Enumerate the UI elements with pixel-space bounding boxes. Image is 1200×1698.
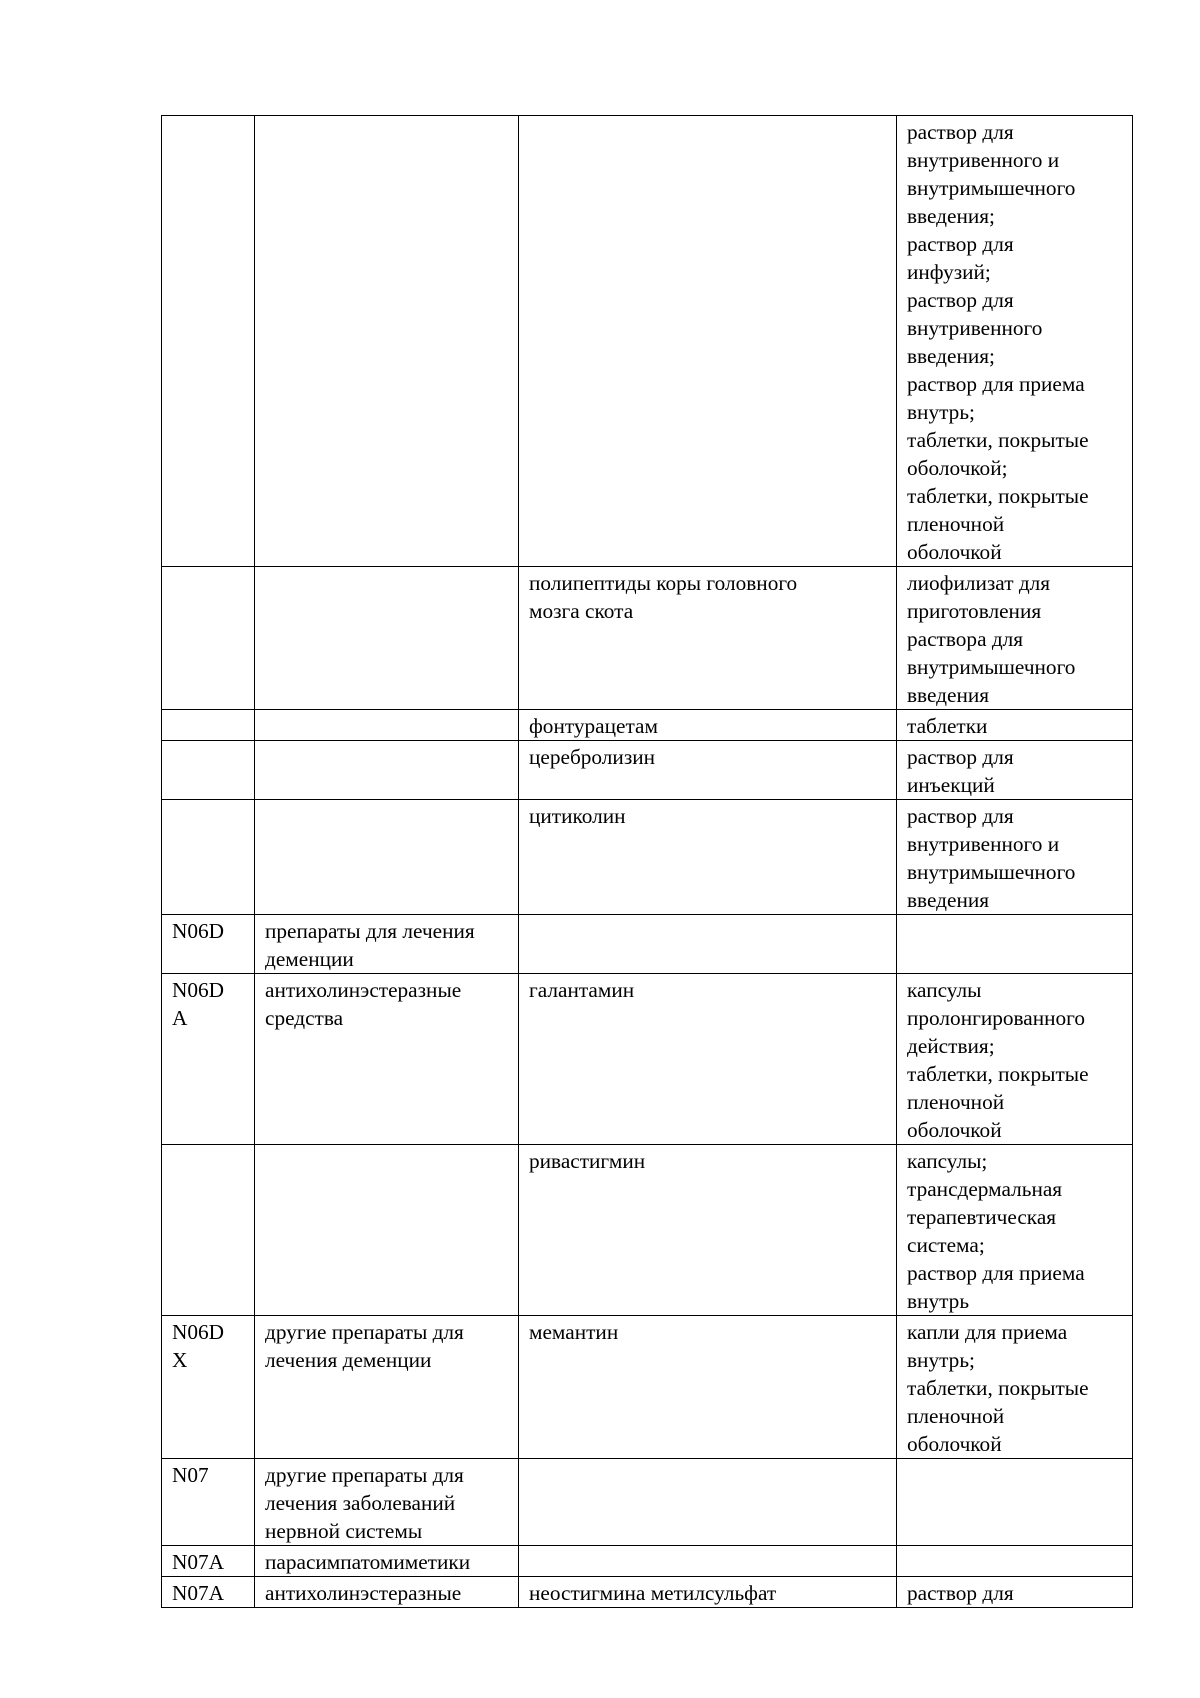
drug-name-cell bbox=[519, 1546, 897, 1577]
dosage-form-text: капли для приема bbox=[907, 1320, 1068, 1344]
dosage-form-text: оболочкой; bbox=[907, 456, 1008, 480]
dosage-form-text: внутривенного и bbox=[907, 832, 1060, 856]
table-row bbox=[162, 1459, 1133, 1546]
dosage-form-text: пленочной bbox=[907, 1404, 1005, 1428]
dosage-form-text: внутривенного bbox=[907, 316, 1043, 340]
dosage-form-text: введения; bbox=[907, 204, 995, 228]
dosage-form-text: приготовления bbox=[907, 599, 1042, 623]
drug-name-text: церебролизин bbox=[529, 745, 656, 769]
dosage-form-text: оболочкой bbox=[907, 1432, 1002, 1456]
dosage-form-text: введения bbox=[907, 683, 990, 707]
dosage-form-cell bbox=[897, 1145, 1133, 1316]
dosage-form-text: терапевтическая bbox=[907, 1205, 1057, 1229]
drug-name-cell bbox=[519, 915, 897, 974]
dosage-form-text: пленочной bbox=[907, 512, 1005, 536]
drug-name-cell bbox=[519, 710, 897, 741]
pharm-group-text: другие препараты для bbox=[265, 1463, 464, 1487]
pharm-group-cell bbox=[255, 116, 519, 567]
atc-code-cell bbox=[162, 800, 255, 915]
dosage-form-text: таблетки, покрытые bbox=[907, 484, 1089, 508]
table-row bbox=[162, 1316, 1133, 1459]
dosage-form-cell bbox=[897, 567, 1133, 710]
atc-code-cell bbox=[162, 741, 255, 800]
dosage-form-cell bbox=[897, 710, 1133, 741]
dosage-form-text: раствор для bbox=[907, 288, 1014, 312]
dosage-form-text: трансдермальная bbox=[907, 1177, 1063, 1201]
drug-name-text: галантамин bbox=[529, 978, 635, 1002]
dosage-form-cell bbox=[897, 1459, 1133, 1546]
dosage-form-text: таблетки bbox=[907, 714, 988, 738]
atc-code-text: A bbox=[172, 1006, 188, 1030]
dosage-form-cell bbox=[897, 800, 1133, 915]
atc-code-cell bbox=[162, 116, 255, 567]
drug-name-cell bbox=[519, 567, 897, 710]
pharm-group-text: другие препараты для bbox=[265, 1320, 464, 1344]
drug-name-text: неостигмина метилсульфат bbox=[529, 1581, 777, 1605]
dosage-form-text: раствор для bbox=[907, 745, 1014, 769]
drug-name-cell bbox=[519, 1459, 897, 1546]
pharm-group-cell bbox=[255, 1459, 519, 1546]
dosage-form-text: раствор для bbox=[907, 232, 1014, 256]
dosage-form-text: пролонгированного bbox=[907, 1006, 1086, 1030]
table-body bbox=[162, 116, 1133, 1608]
dosage-form-text: раствор для bbox=[907, 804, 1014, 828]
pharm-group-text: антихолинэстеразные bbox=[265, 1581, 462, 1605]
dosage-form-text: таблетки, покрытые bbox=[907, 428, 1089, 452]
pharm-group-cell bbox=[255, 974, 519, 1145]
table-row bbox=[162, 915, 1133, 974]
atc-code-cell bbox=[162, 1459, 255, 1546]
atc-code-text: N07 bbox=[172, 1463, 209, 1487]
dosage-form-text: внутрь bbox=[907, 1289, 970, 1313]
pharm-group-cell bbox=[255, 1316, 519, 1459]
pharm-group-cell bbox=[255, 1546, 519, 1577]
drug-name-text: фонтурацетам bbox=[529, 714, 658, 738]
drug-name-text: ривастигмин bbox=[529, 1149, 646, 1173]
table-row bbox=[162, 567, 1133, 710]
atc-code-cell bbox=[162, 567, 255, 710]
atc-code-cell bbox=[162, 1577, 255, 1608]
dosage-form-text: капсулы bbox=[907, 978, 982, 1002]
dosage-form-text: оболочкой bbox=[907, 1118, 1002, 1142]
drug-name-cell bbox=[519, 1145, 897, 1316]
pharm-group-text: деменции bbox=[265, 947, 354, 971]
dosage-form-text: раствор для bbox=[907, 120, 1014, 144]
drug-name-text: цитиколин bbox=[529, 804, 626, 828]
dosage-form-text: действия; bbox=[907, 1034, 995, 1058]
dosage-form-text: внутримышечного bbox=[907, 655, 1076, 679]
dosage-form-cell bbox=[897, 974, 1133, 1145]
atc-code-cell bbox=[162, 915, 255, 974]
drug-name-text: мозга скота bbox=[529, 599, 634, 623]
pharm-group-text: нервной системы bbox=[265, 1519, 423, 1543]
dosage-form-text: пленочной bbox=[907, 1090, 1005, 1114]
pharm-group-text: препараты для лечения bbox=[265, 919, 475, 943]
dosage-form-cell bbox=[897, 915, 1133, 974]
drug-name-cell bbox=[519, 1577, 897, 1608]
dosage-form-text: таблетки, покрытые bbox=[907, 1376, 1089, 1400]
dosage-form-cell bbox=[897, 1577, 1133, 1608]
dosage-form-text: внутримышечного bbox=[907, 860, 1076, 884]
dosage-form-text: капсулы; bbox=[907, 1149, 988, 1173]
dosage-form-text: внутривенного и bbox=[907, 148, 1060, 172]
atc-code-text: N07A bbox=[172, 1550, 225, 1574]
atc-code-cell bbox=[162, 1546, 255, 1577]
pharm-group-cell bbox=[255, 915, 519, 974]
dosage-form-text: раствор для приема bbox=[907, 1261, 1085, 1285]
dosage-form-text: введения; bbox=[907, 344, 995, 368]
atc-code-cell bbox=[162, 710, 255, 741]
drug-name-cell bbox=[519, 800, 897, 915]
atc-code-text: N06D bbox=[172, 978, 225, 1002]
drug-name-cell bbox=[519, 1316, 897, 1459]
table-row bbox=[162, 741, 1133, 800]
atc-code-text: X bbox=[172, 1348, 188, 1372]
dosage-form-cell bbox=[897, 116, 1133, 567]
drug-name-text: полипептиды коры головного bbox=[529, 571, 798, 595]
medication-table bbox=[161, 115, 1133, 1608]
pharm-group-text: средства bbox=[265, 1006, 344, 1030]
dosage-form-text: введения bbox=[907, 888, 990, 912]
atc-code-text: N07A bbox=[172, 1581, 225, 1605]
atc-code-cell bbox=[162, 974, 255, 1145]
dosage-form-text: система; bbox=[907, 1233, 985, 1257]
pharm-group-cell bbox=[255, 800, 519, 915]
dosage-form-text: раствора для bbox=[907, 627, 1024, 651]
dosage-form-text: внутрь; bbox=[907, 1348, 975, 1372]
dosage-form-text: таблетки, покрытые bbox=[907, 1062, 1089, 1086]
drug-name-cell bbox=[519, 974, 897, 1145]
pharm-group-text: лечения деменции bbox=[265, 1348, 432, 1372]
pharm-group-cell bbox=[255, 741, 519, 800]
table-row bbox=[162, 974, 1133, 1145]
drug-name-cell bbox=[519, 741, 897, 800]
dosage-form-text: оболочкой bbox=[907, 540, 1002, 564]
dosage-form-cell bbox=[897, 1546, 1133, 1577]
atc-code-cell bbox=[162, 1145, 255, 1316]
dosage-form-text: раствор для bbox=[907, 1581, 1014, 1605]
table-row bbox=[162, 116, 1133, 567]
dosage-form-text: внутрь; bbox=[907, 400, 975, 424]
dosage-form-text: инъекций bbox=[907, 773, 995, 797]
dosage-form-cell bbox=[897, 741, 1133, 800]
table-row bbox=[162, 800, 1133, 915]
dosage-form-text: раствор для приема bbox=[907, 372, 1085, 396]
dosage-form-text: внутримышечного bbox=[907, 176, 1076, 200]
drug-name-text: мемантин bbox=[529, 1320, 619, 1344]
pharm-group-text: антихолинэстеразные bbox=[265, 978, 462, 1002]
dosage-form-text: лиофилизат для bbox=[907, 571, 1051, 595]
atc-code-text: N06D bbox=[172, 1320, 225, 1344]
pharm-group-cell bbox=[255, 1577, 519, 1608]
dosage-form-cell bbox=[897, 1316, 1133, 1459]
dosage-form-text: инфузий; bbox=[907, 260, 991, 284]
drug-name-cell bbox=[519, 116, 897, 567]
table-row bbox=[162, 1145, 1133, 1316]
table-row bbox=[162, 710, 1133, 741]
pharm-group-text: парасимпатомиметики bbox=[265, 1550, 471, 1574]
pharm-group-cell bbox=[255, 710, 519, 741]
atc-code-cell bbox=[162, 1316, 255, 1459]
pharm-group-cell bbox=[255, 567, 519, 710]
table-row bbox=[162, 1577, 1133, 1608]
table-row bbox=[162, 1546, 1133, 1577]
pharm-group-text: лечения заболеваний bbox=[265, 1491, 456, 1515]
pharm-group-cell bbox=[255, 1145, 519, 1316]
atc-code-text: N06D bbox=[172, 919, 225, 943]
